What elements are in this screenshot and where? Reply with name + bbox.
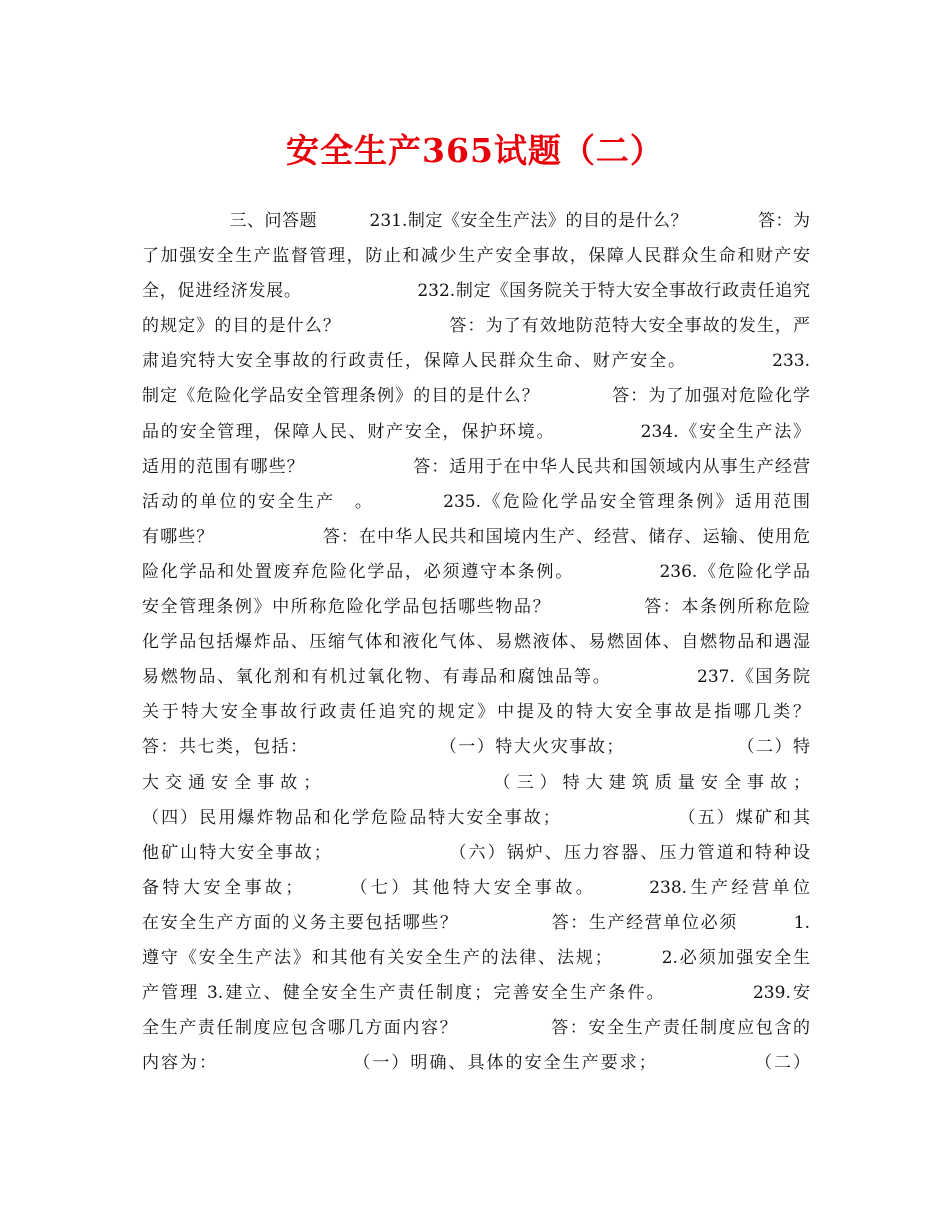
document-title: 安全生产365试题（二） (286, 131, 664, 170)
body-line: 全生产责任制度应包含哪几方面内容？ 答：安全生产责任制度应包含的 (142, 1018, 810, 1039)
body-line: 关于特大安全事故行政责任追究的规定》中提及的特大安全事故是指哪几类？ (142, 702, 810, 723)
body-line: 的规定》的目的是什么？ 答：为了有效地防范特大安全事故的发生，严 (142, 316, 810, 337)
body-line: 活动的单位的安全生产 。 235.《危险化学品安全管理条例》适用范围 (142, 491, 810, 512)
body-line: 内容为： （一）明确、具体的安全生产要求； （二） (142, 1053, 810, 1074)
body-line: （四）民用爆炸物品和化学危险品特大安全事故； （五）煤矿和其 (142, 807, 810, 828)
body-line: 三、问答题 231.制定《安全生产法》的目的是什么？ 答：为 (142, 211, 810, 231)
body-line: 全，促进经济发展。 232.制定《国务院关于特大安全事故行政责任追究 (142, 281, 810, 302)
body-line: 适用的范围有哪些？ 答：适用于在中华人民共和国领域内从事生产经营 (142, 456, 810, 477)
body-line: 遵守《安全生产法》和其他有关安全生产的法律、法规； 2.必须加强安全生 (142, 947, 810, 968)
body-line: 在安全生产方面的义务主要包括哪些？ 答：生产经营单位必须 1. (142, 912, 810, 933)
body-line: 易燃物品、氧化剂和有机过氧化物、有毒品和腐蚀品等。 237.《国务院 (142, 667, 810, 688)
body-line: 他矿山特大安全事故； （六）锅炉、压力容器、压力管道和特种设 (142, 842, 810, 863)
body-line: 有哪些？ 答：在中华人民共和国境内生产、经营、储存、运输、使用危 (142, 526, 810, 547)
body-line: 产管理 3.建立、健全安全生产责任制度；完善安全生产条件。 239.安 (142, 983, 810, 1004)
body-line: 答：共七类，包括： （一）特大火灾事故； （二）特 (142, 737, 810, 758)
body-line: 品的安全管理，保障人民、财产安全，保护环境。 234.《安全生产法》 (142, 421, 810, 442)
body-line: 肃追究特大安全事故的行政责任，保障人民群众生命、财产安全。 233. (142, 351, 810, 372)
body-line: 制定《危险化学品安全管理条例》的目的是什么？ 答：为了加强对危险化学 (142, 386, 810, 407)
body-line: 安全管理条例》中所称危险化学品包括哪些物品？ 答：本条例所称危险 (142, 597, 810, 618)
body-line: 了加强安全生产监督管理，防止和减少生产安全事故，保障人民群众生命和财产安 (142, 246, 810, 267)
document-body (142, 204, 810, 1081)
body-line: 大交通安全事故； （三）特大建筑质量安全事故； (142, 772, 810, 793)
body-line: 备特大安全事故； （七）其他特大安全事故。 238.生产经营单位 (142, 877, 810, 898)
body-line: 险化学品和处置废弃危险化学品，必须遵守本条例。 236.《危险化学品 (142, 561, 810, 582)
body-line: 化学品包括爆炸品、压缩气体和液化气体、易燃液体、易燃固体、自燃物品和遇湿 (142, 632, 810, 653)
